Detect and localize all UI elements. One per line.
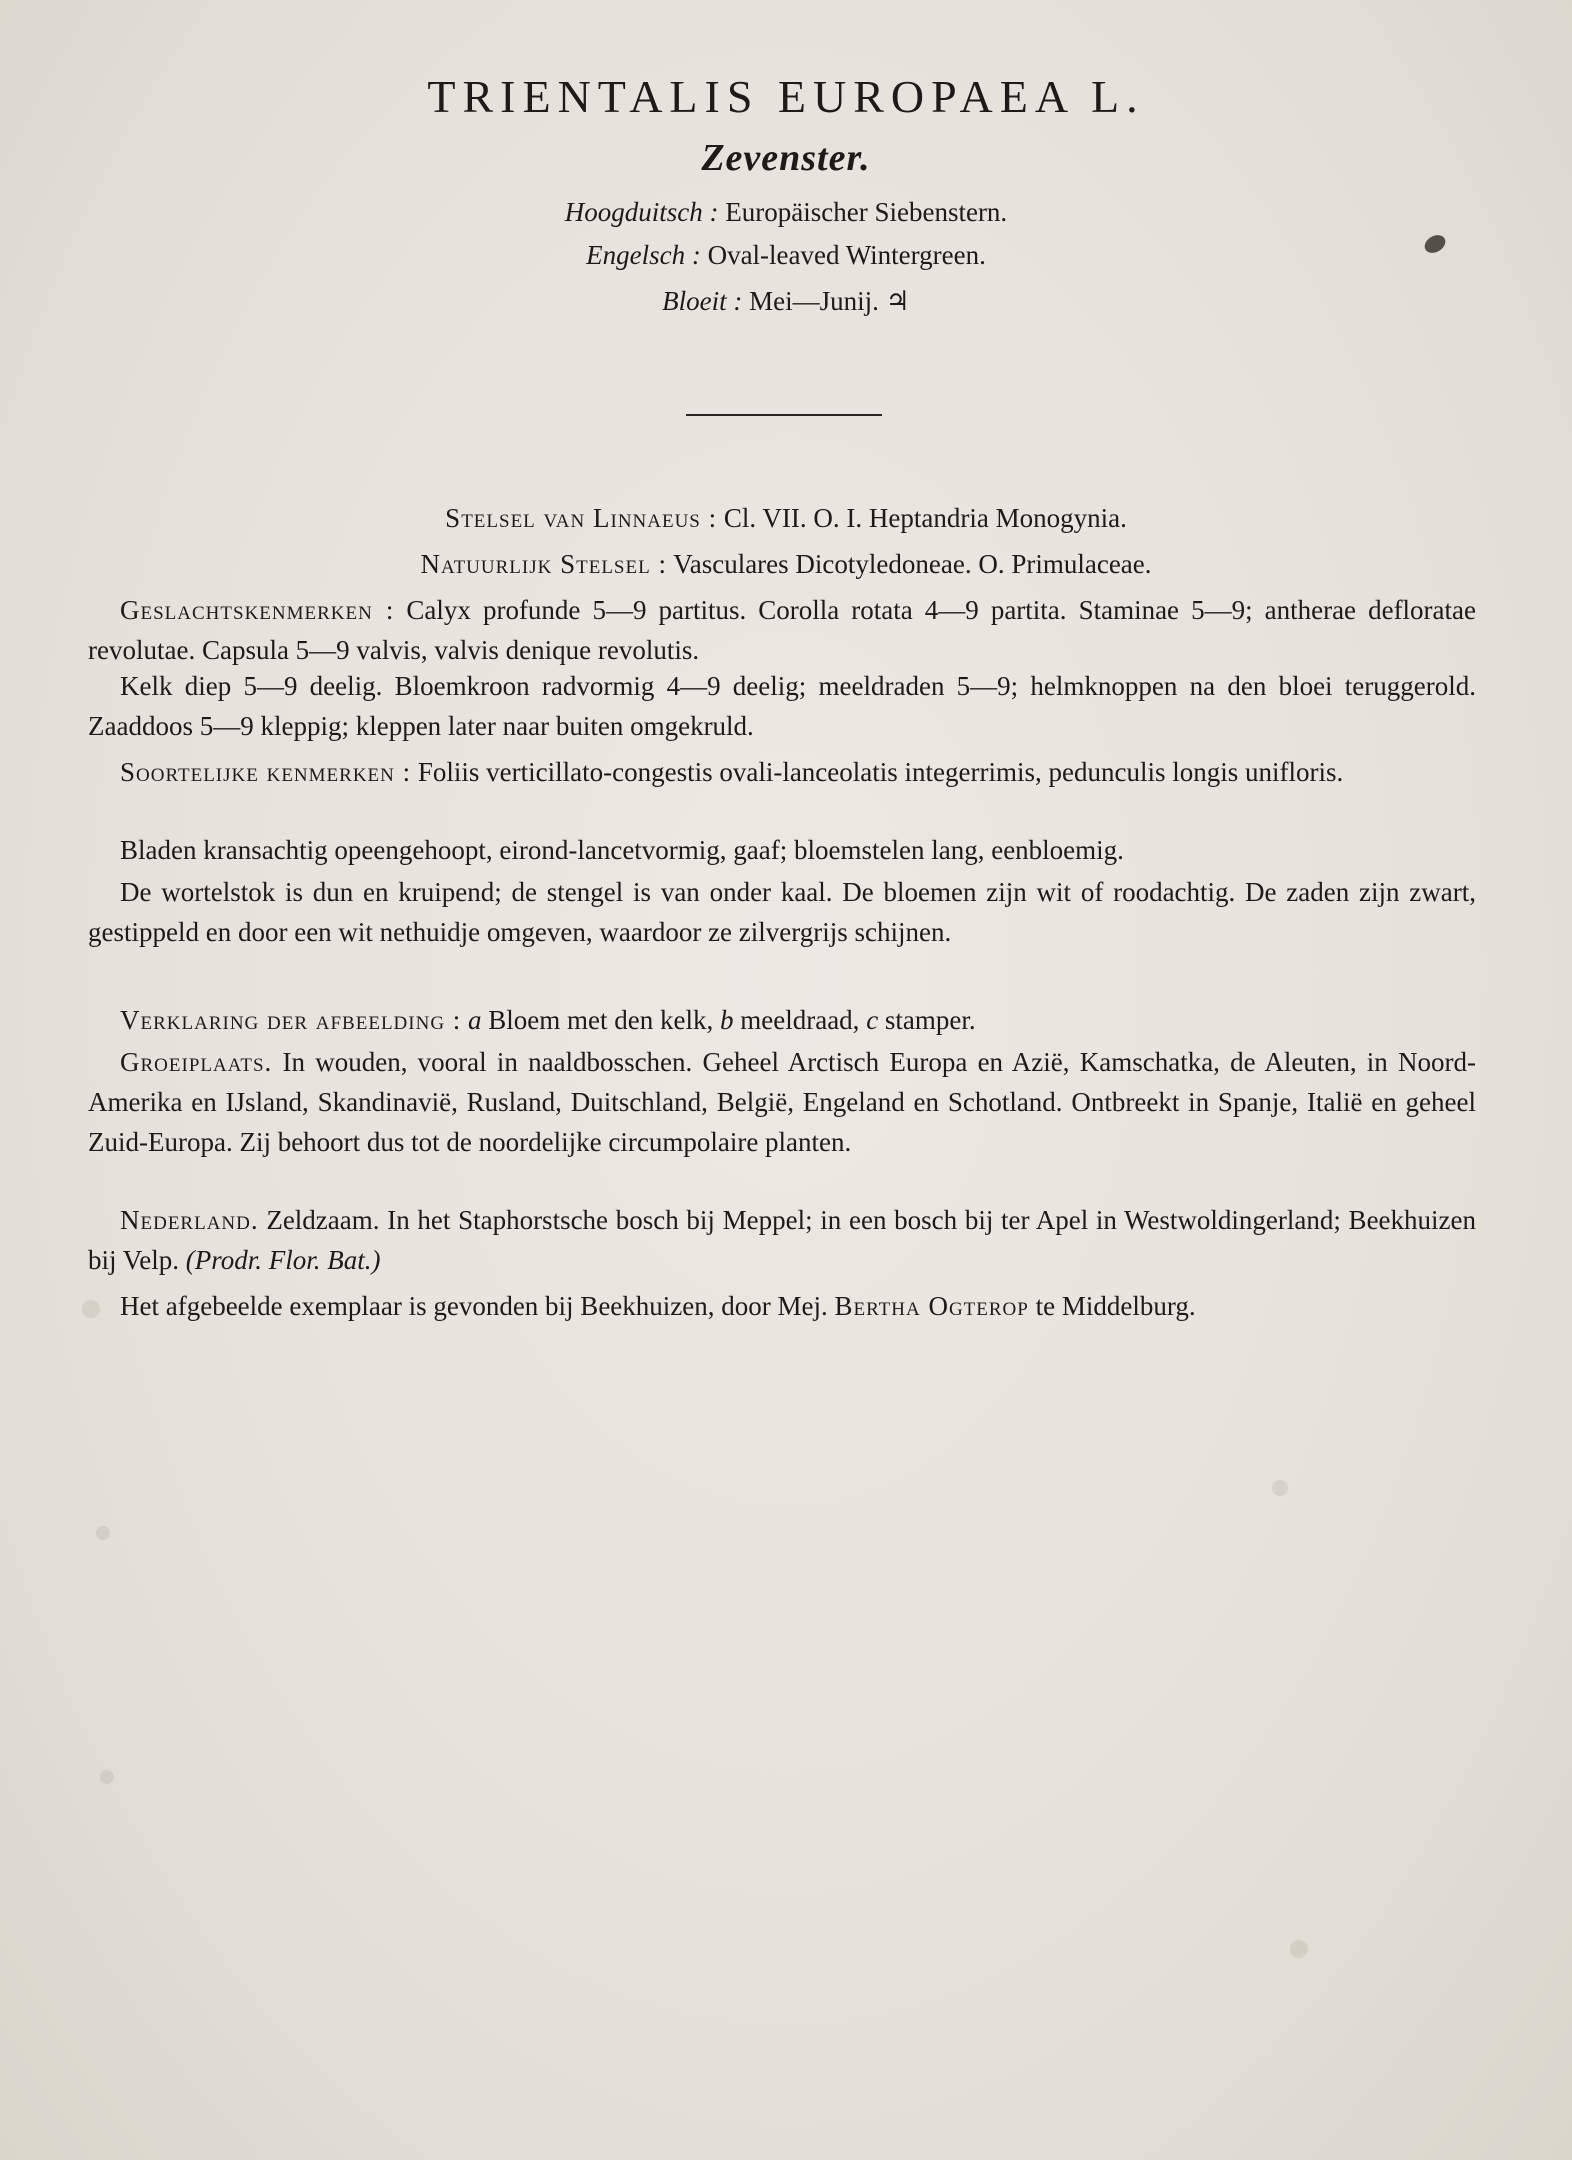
netherlands-ref: (Prodr. Flor. Bat.) (185, 1245, 381, 1275)
paper-stain (96, 1526, 110, 1540)
figure-expl-label: Verklaring der afbeelding : (120, 1005, 462, 1035)
system-natural-label: Natuurlijk Stelsel : (420, 549, 667, 579)
specimen (88, 1286, 1476, 1326)
habitat (88, 1042, 1476, 1162)
figure-text-b: meeldraad, (740, 1005, 860, 1035)
page-title: TRIENTALIS EUROPAEA L. (427, 71, 1145, 122)
species-latin (88, 752, 1476, 792)
flowering-label: Bloeit : (662, 286, 743, 316)
specimen-collector: Bertha Ogterop (834, 1291, 1029, 1321)
system-linnaeus-value: Cl. VII. O. I. Heptandria Monogynia. (723, 503, 1127, 533)
name-english-label: Engelsch : (586, 240, 701, 270)
species-label: Soortelijke kenmerken : (120, 757, 412, 787)
species-latin-text: Foliis verticillato-congestis ovali-lanceolatis integerrimis, pedunculis longis unifloris. (417, 757, 1344, 787)
flowering-value: Mei—Junij. ♃ (749, 286, 910, 316)
habitat-text: In wouden, vooral in naaldbosschen. Geheel Arctisch Europa en Azië, Kamschatka, de Aleuten, in Noord-Amerika en IJsland, Skandinavië, Rusland, Duitschland, België, Engeland en Schotland. Ontbreekt in Spanje, Italië en geheel Zuid-Europa. Zij behoort dus tot de noordelijke circumpolaire planten. (88, 1047, 1477, 1157)
genus-latin (88, 590, 1476, 670)
genus-latin-text: Calyx profunde 5—9 partitus. Corolla rotata 4—9 partita. Staminae 5—9; antherae defloratae revolutae. Capsula 5—9 valvis, valvis denique revolutis. (88, 595, 1477, 665)
paper-stain (100, 1770, 114, 1784)
netherlands-text: Zeldzaam. In het Staphorstsche bosch bij Meppel; in een bosch bij ter Apel in Westwoldingerland; Beekhuizen bij Velp. (88, 1205, 1477, 1275)
divider-rule (686, 414, 882, 416)
netherlands-label: Nederland. (120, 1205, 259, 1235)
system-natural-value: Vasculares Dicotyledoneae. O. Primulaceae. (673, 549, 1152, 579)
genus-label: Geslachtskenmerken : (120, 595, 395, 625)
system-linnaeus-label: Stelsel van Linnaeus : (445, 503, 718, 533)
name-german-label: Hoogduitsch : (564, 197, 719, 227)
figure-text-c: stamper. (884, 1005, 976, 1035)
paper-stain (1290, 1940, 1308, 1958)
name-english-value: Oval-leaved Wintergreen. (707, 240, 986, 270)
flowering (0, 286, 1572, 317)
figure-key-a: a (468, 1005, 482, 1035)
paper-stain (1272, 1480, 1288, 1496)
description (88, 872, 1476, 952)
name-english (0, 240, 1572, 271)
name-german-value: Europäischer Siebenstern. (725, 197, 1008, 227)
figure-explanation (88, 1000, 1476, 1040)
species-dutch-text: Bladen kransachtig opeengehoopt, eirond-lancetvormig, gaaf; bloemstelen lang, eenbloemig. (120, 835, 1124, 865)
genus-dutch (88, 666, 1476, 746)
figure-text-a: Bloem met den kelk, (488, 1005, 714, 1035)
page-subtitle: Zevenster. (701, 137, 871, 179)
figure-key-b: b (720, 1005, 734, 1035)
genus-dutch-text: Kelk diep 5—9 deelig. Bloemkroon radvormig 4—9 deelig; meeldraden 5—9; helmknoppen na den bloei teruggerold. Zaaddoos 5—9 kleppig; kleppen later naar buiten omgekruld. (88, 671, 1476, 741)
habitat-label: Groeiplaats. (120, 1047, 273, 1077)
netherlands (88, 1200, 1476, 1280)
figure-key-c: c (866, 1005, 879, 1035)
description-text: De wortelstok is dun en kruipend; de stengel is van onder kaal. De bloemen zijn wit of roodachtig. De zaden zijn zwart, gestippeld en door een wit nethuidje omgeven, waardoor ze zilvergrijs schijnen. (88, 877, 1476, 947)
specimen-text-before: Het afgebeelde exemplaar is gevonden bij Beekhuizen, door Mej. (120, 1291, 828, 1321)
system-natural (0, 549, 1572, 580)
species-dutch (88, 830, 1476, 870)
specimen-text-after: te Middelburg. (1035, 1291, 1196, 1321)
system-linnaeus (0, 503, 1572, 534)
name-german (0, 197, 1572, 228)
